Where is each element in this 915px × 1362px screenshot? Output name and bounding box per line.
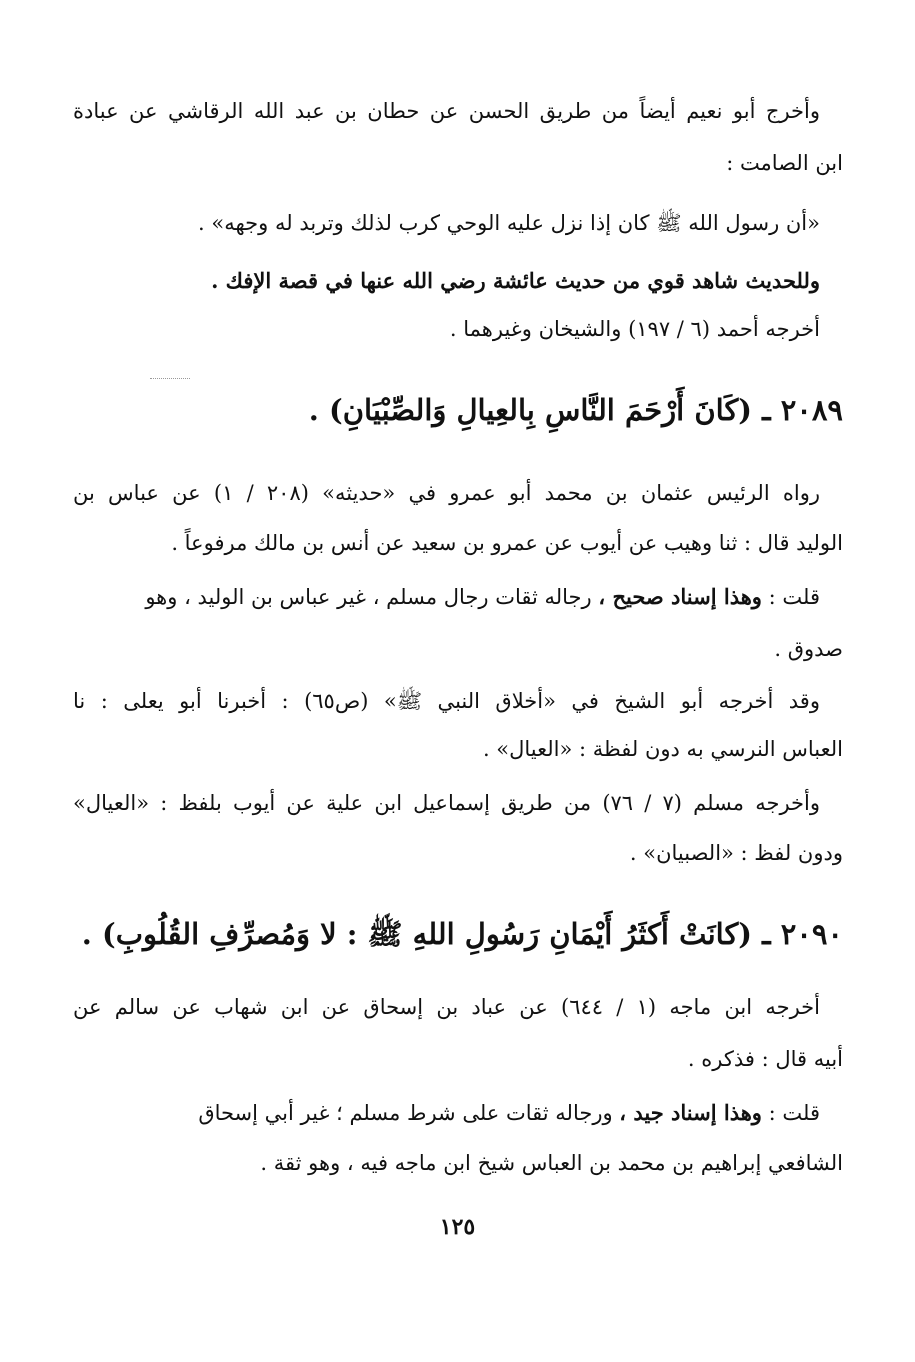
grading-prefix: قلت : <box>761 585 820 609</box>
text-line: وأخرج أبو نعيم أيضاً من طريق الحسن عن حطان بن عبد الله الرقاشي عن عبادة <box>73 99 820 123</box>
witness-note: وللحديث شاهد قوي من حديث عائشة رضي الله عنها في قصة الإفك . <box>211 268 820 293</box>
page-number: ١٢٥ <box>439 1214 476 1240</box>
text-line: أخرجه ابن ماجه (١ / ٦٤٤) عن عباد بن إسحاق عن ابن شهاب عن سالم عن <box>73 995 820 1019</box>
text-line: وقد أخرجه أبو الشيخ في «أخلاق النبي ﷺ» (ص٦٥) : أخبرنا أبو يعلى : نا <box>73 689 820 713</box>
section-divider <box>150 378 190 379</box>
grading-note <box>73 582 820 612</box>
text-line: الشافعي إبراهيم بن محمد بن العباس شيخ ابن ماجه فيه ، وهو ثقة . <box>260 1151 843 1175</box>
text-line: ودون لفظ : «الصبيان» . <box>629 841 843 865</box>
text-line: ابن الصامت : <box>726 151 843 175</box>
hadith-heading-2090: ٢٠٩٠ ـ (كانَتْ أَكثَرُ أَيْمَانِ رَسُولِ اللهِ ﷺ : لا وَمُصرِّفِ القُلُوبِ) . <box>81 917 843 951</box>
text-line: أبيه قال : فذكره . <box>687 1047 843 1071</box>
takhrij-note: أخرجه أحمد (٦ / ١٩٧) والشيخان وغيرهما . <box>449 317 820 341</box>
text-line: وأخرجه مسلم (٧ / ٧٦) من طريق إسماعيل ابن علية عن أيوب بلفظ : «العيال» <box>73 791 820 815</box>
grading-detail: رجاله ثقات رجال مسلم ، غير عباس بن الوليد ، وهو <box>145 585 599 609</box>
hadith-heading-2089: ٢٠٨٩ ـ (كَانَ أَرْحَمَ النَّاسِ بِالعِيالِ وَالصِّبْيَانِ) . <box>308 393 843 427</box>
grading-verdict: وهذا إسناد جيد ، <box>619 1100 762 1125</box>
grading-prefix: قلت : <box>761 1101 820 1125</box>
grading-note <box>73 1098 820 1128</box>
text-line: صدوق . <box>774 637 843 661</box>
grading-verdict: وهذا إسناد صحيح ، <box>598 584 762 609</box>
text-line: رواه الرئيس عثمان بن محمد أبو عمرو في «حديثه» (٢٠٨ / ١) عن عباس بن <box>73 481 820 505</box>
quoted-hadith: «أن رسول الله ﷺ كان إذا نزل عليه الوحي كرب لذلك وتربد له وجهه» . <box>198 211 820 235</box>
text-line: العباس النرسي به دون لفظة : «العيال» . <box>482 737 843 761</box>
text-line: الوليد قال : ثنا وهيب عن أيوب عن عمرو بن سعيد عن أنس بن مالك مرفوعاً . <box>171 531 843 555</box>
grading-detail: ورجاله ثقات على شرط مسلم ؛ غير أبي إسحاق <box>198 1101 620 1125</box>
